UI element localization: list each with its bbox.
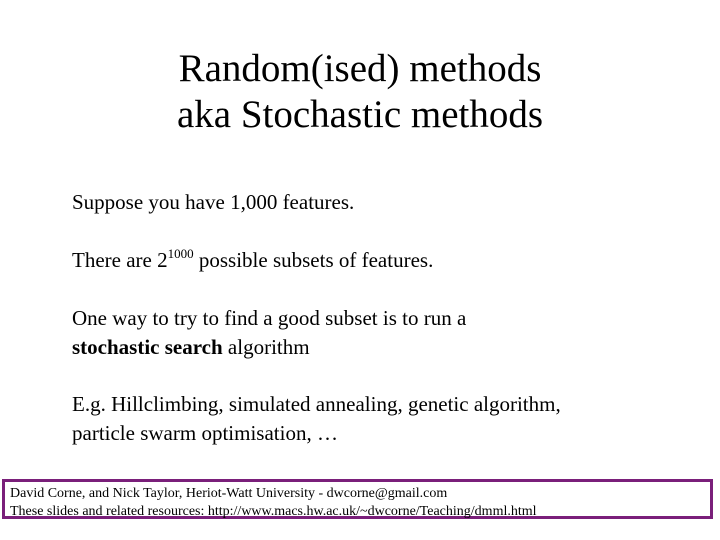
examples-line-1: E.g. Hillclimbing, simulated annealing, genetic algorithm, — [72, 392, 561, 416]
title-line-1: Random(ised) methods — [178, 47, 542, 90]
examples-line-2: particle swarm optimisation, … — [72, 421, 338, 445]
subsets-text-before: There are 2 — [72, 248, 168, 272]
paragraph-examples — [72, 390, 672, 448]
paragraph-features-count — [72, 188, 672, 217]
title-line-2: aka Stochastic methods — [176, 93, 544, 136]
footer-authors: David Corne, and Nick Taylor, Heriot-Watt University - dwcorne@gmail.com — [10, 486, 448, 501]
footer-resources-link: These slides and related resources: http://www.macs.hw.ac.uk/~dwcorne/Teaching/dmml.html — [10, 504, 537, 519]
paragraph-subsets — [72, 246, 672, 277]
stochastic-line-1: One way to try to find a good subset is to run a — [72, 306, 467, 330]
stochastic-search-term: stochastic search — [72, 335, 223, 359]
footer-credits-box — [2, 479, 713, 519]
paragraph-stochastic-search — [72, 304, 672, 362]
exponent-superscript: 1000 — [167, 246, 194, 261]
paragraph-features-count-text: Suppose you have 1,000 features. — [72, 190, 355, 214]
subsets-text-after: possible subsets of features. — [193, 248, 434, 272]
stochastic-line-2-after: algorithm — [222, 335, 310, 359]
slide-title — [0, 46, 720, 138]
